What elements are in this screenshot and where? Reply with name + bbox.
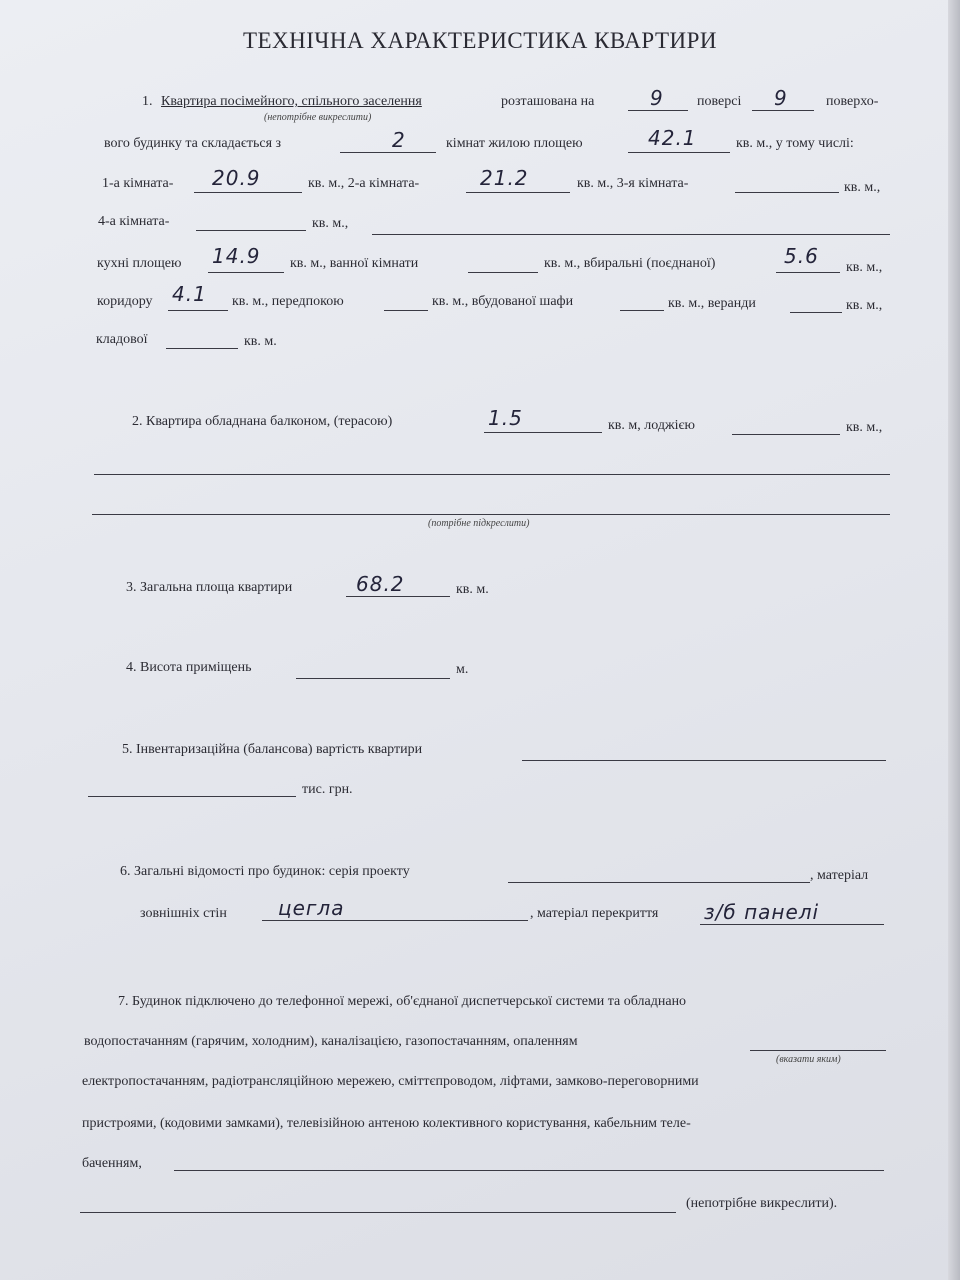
height-label: 4. Висота приміщень xyxy=(126,660,252,675)
veranda-line xyxy=(790,312,842,313)
s7-fill-line-2 xyxy=(80,1212,676,1213)
s7-line-3: електропостачанням, радіотрансляційною мережею, сміттєпроводом, ліфтами, замково-переговорними xyxy=(82,1074,699,1089)
kitchen-line xyxy=(208,272,284,273)
bath-line xyxy=(468,272,538,273)
total-area-line xyxy=(346,596,450,597)
living-line xyxy=(628,152,730,153)
page-title: ТЕХНІЧНА ХАРАКТЕРИСТИКА КВАРТИРИ xyxy=(242,28,718,53)
wc-value: 5.6 xyxy=(784,244,819,268)
s1-located-label: розташована на xyxy=(501,94,595,109)
wc-end: кв. м., xyxy=(846,260,883,275)
room2-value: 21.2 xyxy=(480,166,529,190)
wc-line xyxy=(776,272,840,273)
balcony-value: 1.5 xyxy=(488,406,523,430)
s1-hint: (непотрібне викреслити) xyxy=(264,112,372,123)
room2-label: кв. м., 2-а кімната- xyxy=(308,176,420,191)
s7-end: (непотрібне викреслити). xyxy=(686,1196,838,1211)
wardrobe-label: кв. м., вбудованої шафи xyxy=(432,294,574,309)
s2-end: кв. м., xyxy=(846,420,883,435)
s7-line-5: баченням, xyxy=(82,1156,142,1171)
room2-line xyxy=(466,192,570,193)
room3-label: кв. м., 3-я кімната- xyxy=(577,176,689,191)
s2-hint: (потрібне підкреслити) xyxy=(428,518,530,529)
balcony-line xyxy=(484,432,602,433)
room1-line xyxy=(194,192,302,193)
walls-line xyxy=(262,920,528,921)
total-area-value: 68.2 xyxy=(356,572,405,596)
wardrobe-line xyxy=(620,310,664,311)
kitchen-value: 14.9 xyxy=(212,244,261,268)
s1-lead: 1. xyxy=(142,94,153,109)
loggia-line xyxy=(732,434,840,435)
living-label: кімнат жилою площею xyxy=(446,136,583,151)
bath-label: кв. м., ванної кімнати xyxy=(290,256,419,271)
room4-end: кв. м., xyxy=(312,216,349,231)
s7-line-2: водопостачанням (гарячим, холодним), каналізацією, газопостачанням, опаленням xyxy=(84,1034,578,1049)
ceiling-value: з/б панелі xyxy=(704,900,820,924)
room3-line xyxy=(735,192,839,193)
height-unit: м. xyxy=(456,662,469,677)
corridor-value: 4.1 xyxy=(172,282,207,306)
corridor-label: коридору xyxy=(97,294,153,309)
balcony-label: 2. Квартира обладнана балконом, (терасою) xyxy=(132,414,393,429)
storey-label-b: вого будинку та складається з xyxy=(104,136,282,151)
storey-label-a: поверхо- xyxy=(826,94,879,109)
total-area-unit: кв. м. xyxy=(456,582,489,597)
total-area-label: 3. Загальна площа квартири xyxy=(126,580,293,595)
paper-edge xyxy=(948,0,960,1280)
height-line xyxy=(296,678,450,679)
s1-apartment-type: Квартира посімейного, спільного заселення xyxy=(161,94,422,109)
floor-value: 9 xyxy=(650,86,664,110)
rooms-value: 2 xyxy=(392,128,406,152)
room3-end: кв. м., xyxy=(844,180,881,195)
room4-label: 4-а кімната- xyxy=(98,214,170,229)
s7-fill-line-1 xyxy=(174,1170,884,1171)
room1-value: 20.9 xyxy=(212,166,261,190)
ceiling-label: , матеріал перекриття xyxy=(530,906,659,921)
pantry-label: кладової xyxy=(96,332,148,347)
walls-value: цегла xyxy=(278,896,345,920)
wc-label: кв. м., вбиральні (поєднаної) xyxy=(544,256,716,271)
walls-label: зовнішніх стін xyxy=(140,906,227,921)
corridor-line xyxy=(168,310,228,311)
room4-extra-line xyxy=(372,234,890,235)
pantry-line xyxy=(166,348,238,349)
value-line xyxy=(522,760,886,761)
hall-line xyxy=(384,310,428,311)
floors-line xyxy=(752,110,814,111)
veranda-label: кв. м., веранди xyxy=(668,296,756,311)
floor-line xyxy=(628,110,688,111)
room4-line xyxy=(196,230,306,231)
value-unit: тис. грн. xyxy=(302,782,353,797)
loggia-label: кв. м, лоджією xyxy=(608,418,696,433)
living-value: 42.1 xyxy=(648,126,697,150)
heating-line xyxy=(750,1050,886,1051)
floor-label: поверсі xyxy=(697,94,742,109)
series-line xyxy=(508,882,810,883)
veranda-end: кв. м., xyxy=(846,298,883,313)
s2-line-1 xyxy=(94,474,890,475)
s7-line-4: пристроями, (кодовими замками), телевізійною антеною колективного користування, кабельним теле- xyxy=(82,1116,691,1131)
ceiling-line xyxy=(700,924,884,925)
incl-label: кв. м., у тому числі: xyxy=(736,136,854,151)
s2-line-2 xyxy=(92,514,890,515)
s7-line-1: 7. Будинок підключено до телефонної мережі, об'єднаної диспетчерської системи та обладнано xyxy=(118,994,687,1009)
kitchen-label: кухні площею xyxy=(97,256,182,271)
value-label: 5. Інвентаризаційна (балансова) вартість квартири xyxy=(122,742,423,757)
hall-label: кв. м., передпокою xyxy=(232,294,344,309)
series-label: 6. Загальні відомості про будинок: серія проекту xyxy=(120,864,410,879)
pantry-end: кв. м. xyxy=(244,334,277,349)
room1-label: 1-а кімната- xyxy=(102,176,174,191)
rooms-line xyxy=(340,152,436,153)
material-label: , матеріал xyxy=(810,868,869,883)
value-line-2 xyxy=(88,796,296,797)
floors-value: 9 xyxy=(774,86,788,110)
s7-hint: (вказати яким) xyxy=(776,1054,841,1065)
